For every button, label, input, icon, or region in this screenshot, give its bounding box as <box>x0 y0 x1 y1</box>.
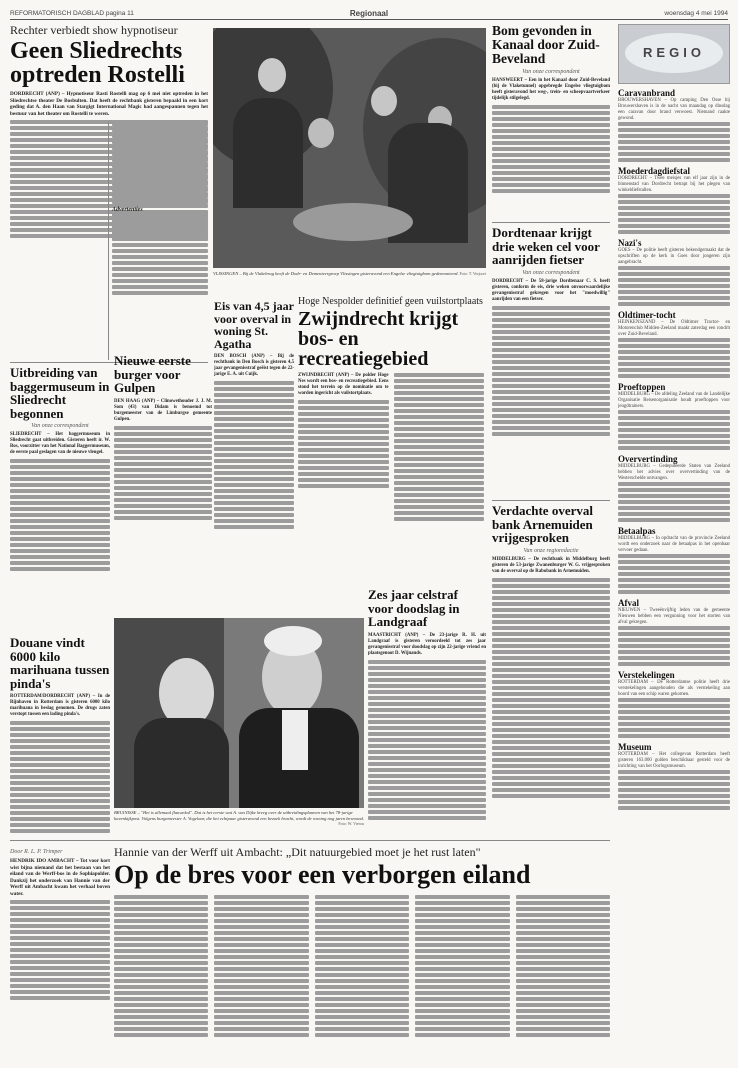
regio-item-body: NIEUWEN – Tweeënvijftig leden van de gemeente Nieuwen hebben een vergunning voor het storten van afval gekregen. <box>618 608 730 625</box>
regio-item-title: Museum <box>618 742 652 752</box>
article-byline: Van onze correspondent <box>522 69 580 75</box>
photo-credit: Foto: W. Vierou <box>338 821 364 827</box>
article-headline: Zes jaar celstraf voor doodslag in Landgraaf <box>368 588 460 629</box>
article-dordtenaar <box>492 226 610 476</box>
article-st-agatha <box>214 296 294 608</box>
regio-item-body: GOES – De politie heeft gisteren bekendgemaakt dat de opschriften op de kerk in Goes door jongeren zijn aangebracht. <box>618 248 730 265</box>
photo-bruinisse-couple <box>114 618 364 808</box>
article-hannie <box>114 846 610 1060</box>
regio-item <box>618 166 730 234</box>
article-lead: MIDDELBURG – De rechtbank in Middelburg heeft gisteren de 53-jarige Zwanenburger W. G. vrijgesproken van de overval op de Rabobank in Arnemuiden. <box>492 556 610 574</box>
photo-caption <box>213 271 486 291</box>
article-byline: Door R. L. P. Trimper <box>10 849 63 855</box>
regio-item-body: ROTTERDAM – Het collegevan Rotterdam heeft gisteren 163.000 gulden beschikbaar gesteld voor de inrichting van het Oorlogsmuseum. <box>618 752 730 769</box>
article-kicker: Hoge Nespolder definitief geen vuilstortplaats <box>298 296 483 307</box>
article-kicker: Hannie van der Werff uit Ambacht: „Dit natuurgebied moet je het rust laten" <box>114 846 481 859</box>
caption-text: BRUINISSE – "Het is allemaal flauwekul". Dat is het eerste wat A. van Dijke kreeg over de uitbreidingsplannen van het 78-jarige havenkijkpost. Volgens burgemeester A. Vogelaar, die het echtpaar gisteravond een bezoek bracht, wordt de woning nog jaren bewoond. <box>114 810 364 821</box>
regio-item <box>618 742 730 810</box>
regio-item <box>618 598 730 666</box>
article-landgraaf <box>368 588 486 834</box>
article-lead: DEN HAAG (ANP) – Clinowethouder J. J. M. Som (43) van Didam is benoemd tot burgemeester van de Limburgse gemeente Gulpen. <box>114 398 212 422</box>
article-douane <box>10 600 110 834</box>
regio-item <box>618 88 730 162</box>
regio-logo <box>618 24 730 84</box>
article-columns <box>114 895 610 1039</box>
regio-item-title: Oldtimer-tocht <box>618 310 676 320</box>
article-headline: Geen Sliedrechts optreden Rostelli <box>10 38 185 88</box>
article-headline: Douane vindt 6000 kilo marihuana tussen pinda's <box>10 635 110 691</box>
article-lead: MAASTRICHT (ANP) – De 23-jarige R. H. uit Landgraaf is gisteren veroordeeld tot zes jaar gevangenisstraf voor doodslag op zijn 22-jarige vriend en plaatsgenoot D. Wijnands. <box>368 632 486 656</box>
regio-logo-text: REGIO <box>643 45 705 60</box>
regio-item-title: Afval <box>618 598 639 608</box>
article-subhead: Advertenties <box>112 207 143 213</box>
article-kicker: Rechter verbiedt show hypnotiseur <box>10 24 178 37</box>
article-byline: Van onze correspondent <box>522 269 580 276</box>
article-lead: DORDRECHT (ANP) – Hypnotiseur Rasti Rostelli mag op 6 mei niet optreden in het Sliedrechtse theater De Bosbulten. Dat heeft de rechtbank gisteren bepaald in een kort geding dat A. den Haan van Stargigt International Magic had aangespannen tegen het bestuur van het theater om Rostelli te weren. <box>10 91 208 117</box>
regio-item-title: Nazi's <box>618 238 642 248</box>
article-zwijndrecht <box>298 296 484 586</box>
regio-item <box>618 670 730 738</box>
paper-name: REFORMATORISCH DAGBLAD pagina 11 <box>10 10 134 17</box>
regio-item-title: Moederdagdiefstal <box>618 166 690 176</box>
regio-item <box>618 238 730 306</box>
regio-item-body: MIDDELBURG – Gedeputeerde Staten van Zeeland hebben het advies over oververtinding van de Westerschelde ontvangen. <box>618 464 730 481</box>
article-gulpen <box>114 296 212 608</box>
regio-item-body: DORDRECHT – Twee meisjes van elf jaar zijn in de binnenstad van Dordrecht betrapt bij het plegen van winkeldiefstallen. <box>618 176 730 193</box>
page-header <box>10 8 728 20</box>
article-lead: SLIEDRECHT – Het baggermuseum in Sliedrecht gaat uitbreiden. Gisteren heeft ir. W. Bos, voorzitter van het National Baggermuseum, de eerste paal geslagen van de nieuwe vleugel. <box>10 432 110 455</box>
article-lead: DORDRECHT – De 58-jarige Dordtenaar C. S. heeft gisteren, conform de eis, drie weken onvoorwaardelijke gevangenisstraf gekregen voor het "moedwillig" aanrijden van een fietser. <box>492 278 610 302</box>
regio-item-body: MIDDELBURG – De afdeling Zeeland van de Landelijke Organisatie Reisenorganisatie houdt proeftoppen voor jeugdtrainers. <box>618 392 730 409</box>
article-headline: Nieuwe eerste burger voor Gulpen <box>114 353 191 395</box>
regio-item-body: HEINKENSZAND – De Oldtimer Tractor- en Motorenclub Midden-Zeeland maakt zaterdag een rondrit over Zuid-Beveland. <box>618 320 730 337</box>
regio-item <box>618 526 730 594</box>
regio-item-title: Proeftoppen <box>618 382 666 392</box>
regio-items <box>618 88 730 810</box>
article-arnemuiden <box>492 504 610 834</box>
regio-item-body: BROUWERSHAVEN – Op camping Den Osse bij Brouwershaven is in de nacht van maandag op dinsdag een caravan door brand verwoest. Niemand raakte gewond. <box>618 98 730 121</box>
page-date: woensdag 4 mei 1994 <box>664 10 728 17</box>
regio-item <box>618 382 730 450</box>
article-headline: Zwijndrecht krijgt bos- en recreatiegebied <box>298 308 459 370</box>
regio-item-body: ROTTERDAM – De Rotterdamse politie heeft drie verstekelingen aangehouden die als verstekeling aan boord van een schip waren gekomen. <box>618 680 730 697</box>
photo-bomb-disposal <box>213 28 486 268</box>
regio-item-title: Oververtinding <box>618 454 678 464</box>
regio-item-title: Caravanbrand <box>618 88 676 98</box>
article-byline: Van onze correspondent <box>31 423 89 429</box>
article-hannie-lead <box>10 846 110 1056</box>
article-byline: Van onze regioredactie <box>523 547 579 554</box>
regio-item-title: Betaalpas <box>618 526 656 536</box>
article-lead: ZWIJNDRECHT (ANP) – De polder Hoge Nes wordt een bos- en recreatiegebied. Eens stond het terrein op de nominatie om te worden ingericht als vuilstortplaats. <box>298 373 389 396</box>
article-headline: Op de bres voor een verborgen eiland <box>114 860 531 889</box>
photo-caption <box>114 810 364 836</box>
article-headline: Verdachte overval bank Arnemuiden vrijgesproken <box>492 504 593 545</box>
caption-text: VLISSINGEN – Bij de Vlakebrug heeft de Dodr- en Dementeergroep Vlissingen gisteravond een Engelse vliegtuigbom gedemonteerd. <box>213 271 459 276</box>
article-lead: HENDRIK IDO AMBACHT – Tot voor kort wist bijna niemand dat het bestaan van het eiland van de Werff-bos in de Sophiapolder. Dankzij het onderzoek van Hannie van der Werff uit Ambacht kwam het verhaal boven water. <box>10 858 110 897</box>
section-title: Regionaal <box>349 9 389 18</box>
article-headline: Bom gevonden in Kanaal door Zuid-Beveland <box>492 24 600 66</box>
article-lead: DEN BOSCH (ANP) – Bij de rechtbank in Den Bosch is gisteren 4,5 jaar gevangenisstraf geëist tegen de 22-jarige E. A. uit Cuijk. <box>214 354 294 377</box>
article-lead: ROTTERDAM/DORDRECHT (ANP) – In de Rijnhaven in Rotterdam is gisteren 6000 kilo marihuana in beslag genomen. De drugs zaten verstopt tussen een lading pinda's. <box>10 694 110 717</box>
regio-item <box>618 454 730 522</box>
regio-item <box>618 310 730 378</box>
article-headline: Uitbreiding van baggermuseum in Sliedrecht begonnen <box>10 366 110 421</box>
article-lead: HANSWEERT – Een in het Kanaal door Zuid-Beveland (bij de Vlaketunnel) opgebregde Engelse vliegtuigbom heeft gisteravond het weg-, trein- en scheepvaartverkeer tijdelijk stilgelegd. <box>492 78 610 101</box>
article-headline: Dordtenaar krijgt drie weken cel voor aanrijden fietser <box>492 226 600 267</box>
regio-item-body: MIDDELBURG – In opdracht van de provincie Zeeland wordt een onderzoek naar de betaalpas in het openbaar vervoer gedaan. <box>618 536 730 553</box>
article-bom-kanaal <box>492 24 610 220</box>
regio-item-title: Verstekelingen <box>618 670 675 680</box>
article-headline: Eis van 4,5 jaar voor overval in woning St. Agatha <box>214 299 294 351</box>
regio-sidebar <box>618 24 730 1060</box>
photo-credit: Foto: T. Verjoort <box>459 271 486 276</box>
article-baggermuseum <box>10 366 110 596</box>
